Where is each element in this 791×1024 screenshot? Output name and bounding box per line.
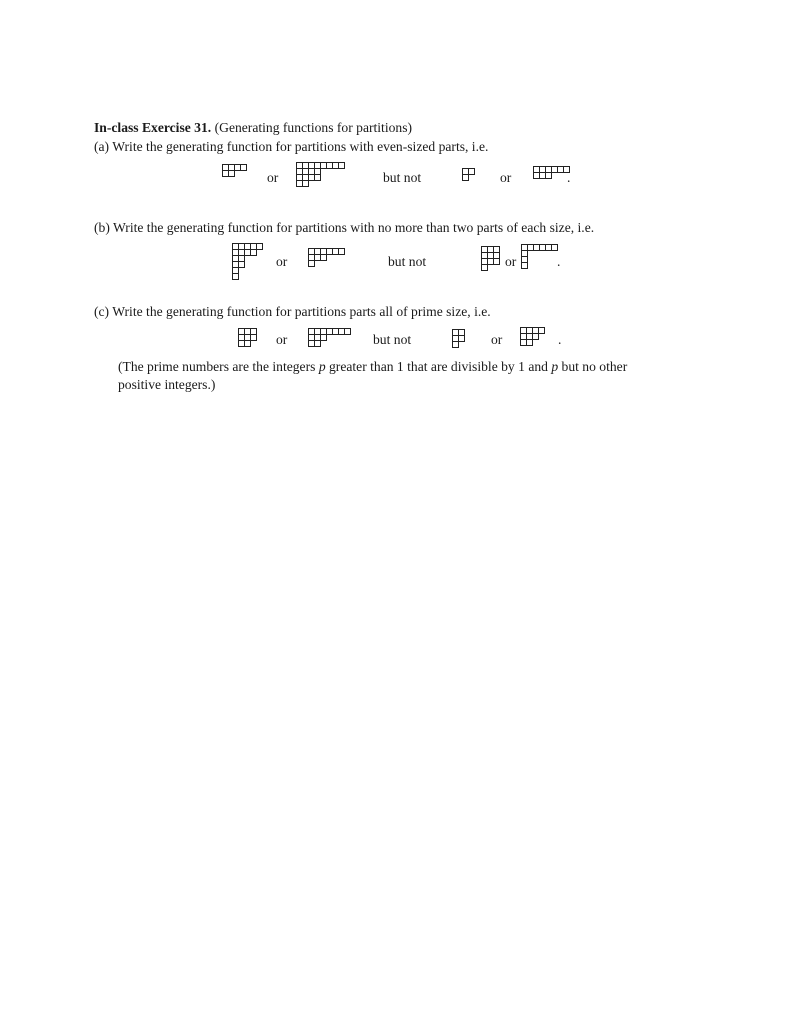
diagram-cell	[488, 259, 494, 265]
diagram-cell	[463, 175, 469, 181]
diagram-cell	[315, 329, 321, 335]
exercise-heading-line	[94, 120, 412, 136]
diagram-cell	[239, 244, 245, 250]
partition-diagram	[232, 243, 263, 280]
diagram-cell	[521, 334, 527, 340]
end-period: .	[558, 332, 562, 347]
diagram-cell	[546, 167, 552, 173]
exercise-subtitle: (Generating functions for partitions)	[214, 120, 413, 135]
partition-diagram	[533, 166, 570, 179]
diagram-cell	[233, 256, 239, 262]
connector-or: or	[276, 332, 288, 347]
diagram-cell	[229, 171, 235, 177]
diagram-cell	[297, 163, 303, 169]
partition-diagram	[222, 164, 247, 177]
diagram-cell	[534, 167, 540, 173]
diagram-cell	[522, 257, 528, 263]
diagram-cell	[521, 328, 527, 334]
diagram-cell	[239, 256, 245, 262]
partition-diagram	[308, 248, 345, 267]
diagram-cell	[245, 244, 251, 250]
end-period: .	[557, 254, 561, 269]
diagram-cell	[463, 169, 469, 175]
diagram-cell	[309, 341, 315, 347]
partition-diagram	[521, 244, 561, 269]
diagram-cell	[233, 262, 239, 268]
diagram-cell	[245, 341, 251, 347]
exercise-title: In-class Exercise 31.	[94, 120, 212, 135]
diagram-cell	[522, 245, 528, 251]
diagram-cell	[339, 163, 345, 169]
diagram-cell	[251, 335, 257, 341]
diagram-cell	[494, 247, 500, 253]
connector-but-not: but not	[388, 254, 427, 269]
prime-note-line-2: positive integers.)	[118, 377, 216, 392]
partition-diagram	[481, 246, 500, 271]
diagram-cell	[303, 175, 309, 181]
diagram-cell	[453, 336, 459, 342]
diagram-cell	[333, 329, 339, 335]
diagram-cell	[327, 329, 333, 335]
partition-diagram	[296, 162, 345, 187]
diagram-cell	[303, 163, 309, 169]
diagram-cell	[251, 329, 257, 335]
diagram-cell	[534, 173, 540, 179]
diagram-cell	[233, 250, 239, 256]
diagram-cell	[339, 249, 345, 255]
diagram-cell	[539, 328, 545, 334]
diagram-cell	[494, 253, 500, 259]
part-c-prompt: (c) Write the generating function for partitions parts all of prime size, i.e.	[94, 304, 491, 319]
diagram-cell	[223, 165, 229, 171]
diagram-cell	[482, 247, 488, 253]
diagram-cell	[297, 169, 303, 175]
diagram-cell	[321, 255, 327, 261]
part-a-prompt: (a) Write the generating function for partitions with even-sized parts, i.e.	[94, 139, 489, 154]
diagram-cell	[488, 247, 494, 253]
partition-diagram	[238, 328, 257, 347]
diagram-cell	[327, 249, 333, 255]
diagram-cell	[233, 274, 239, 280]
prime-note-line-1	[118, 359, 627, 375]
diagram-cell	[522, 263, 528, 269]
diagram-cell	[297, 181, 303, 187]
diagram-cell	[546, 245, 552, 251]
part-b-prompt: (b) Write the generating function for partitions with no more than two parts of each size, i.e.	[94, 220, 595, 235]
partition-diagram	[308, 328, 351, 347]
diagram-cell	[309, 163, 315, 169]
connector-or: or	[500, 170, 512, 185]
diagram-cell	[459, 330, 465, 336]
diagram-cell	[533, 334, 539, 340]
diagram-cell	[239, 341, 245, 347]
diagram-cell	[229, 165, 235, 171]
diagram-cell	[527, 340, 533, 346]
diagram-cell	[521, 340, 527, 346]
diagram-cell	[469, 169, 475, 175]
diagram-cell	[321, 163, 327, 169]
diagram-cell	[309, 249, 315, 255]
diagram-cell	[303, 181, 309, 187]
diagram-cell	[527, 334, 533, 340]
diagram-cell	[235, 165, 241, 171]
partition-diagram	[452, 329, 465, 348]
note-text: (The prime numbers are the integers	[118, 359, 319, 374]
diagram-cell	[245, 335, 251, 341]
connector-or: or	[276, 254, 288, 269]
diagram-cell	[546, 173, 552, 179]
diagram-cell	[309, 169, 315, 175]
diagram-cell	[297, 175, 303, 181]
diagram-cell	[528, 245, 534, 251]
connector-but-not: but not	[383, 170, 422, 185]
diagram-cell	[321, 329, 327, 335]
diagram-cell	[333, 249, 339, 255]
math-variable-p: p	[551, 359, 559, 374]
diagram-cell	[540, 167, 546, 173]
diagram-cell	[339, 329, 345, 335]
diagram-cell	[315, 169, 321, 175]
connector-or: or	[491, 332, 503, 347]
diagram-cell	[333, 163, 339, 169]
diagram-cell	[488, 253, 494, 259]
diagram-cell	[233, 268, 239, 274]
diagram-cell	[309, 255, 315, 261]
note-text: greater than 1 that are divisible by 1 and	[325, 359, 552, 374]
diagram-cell	[327, 163, 333, 169]
diagram-cell	[315, 335, 321, 341]
diagram-cell	[453, 342, 459, 348]
diagram-cell	[251, 244, 257, 250]
diagram-cell	[453, 330, 459, 336]
diagram-cell	[245, 329, 251, 335]
diagram-cell	[482, 265, 488, 271]
math-variable-p: p	[318, 359, 326, 374]
diagram-cell	[552, 167, 558, 173]
diagram-cell	[494, 259, 500, 265]
diagram-cell	[309, 175, 315, 181]
diagram-cell	[315, 163, 321, 169]
diagram-cell	[315, 249, 321, 255]
connector-but-not: but not	[373, 332, 412, 347]
diagram-cell	[251, 250, 257, 256]
diagram-cell	[522, 251, 528, 257]
diagram-cell	[315, 341, 321, 347]
diagram-cell	[257, 244, 263, 250]
diagram-cell	[309, 335, 315, 341]
diagram-cell	[241, 165, 247, 171]
connector-or: or	[267, 170, 279, 185]
partition-diagram	[462, 168, 475, 181]
diagram-cell	[245, 250, 251, 256]
diagram-cell	[345, 329, 351, 335]
partition-diagram	[520, 327, 545, 346]
diagram-cell	[540, 173, 546, 179]
diagram-cell	[482, 253, 488, 259]
diagram-cell	[482, 259, 488, 265]
diagram-cell	[303, 169, 309, 175]
diagram-cell	[239, 329, 245, 335]
diagram-cell	[233, 244, 239, 250]
diagram-cell	[533, 328, 539, 334]
diagram-cell	[459, 336, 465, 342]
connector-or: or	[505, 254, 517, 269]
diagram-cell	[239, 262, 245, 268]
diagram-cell	[239, 335, 245, 341]
diagram-cell	[321, 249, 327, 255]
diagram-cell	[309, 261, 315, 267]
diagram-cell	[223, 171, 229, 177]
diagram-cell	[239, 250, 245, 256]
diagram-cell	[534, 245, 540, 251]
diagram-cell	[552, 245, 558, 251]
note-text: but no other	[558, 359, 628, 374]
diagram-cell	[309, 329, 315, 335]
diagram-cell	[540, 245, 546, 251]
end-period: .	[567, 170, 571, 185]
diagram-cell	[321, 335, 327, 341]
diagram-cell	[315, 255, 321, 261]
diagram-cell	[315, 175, 321, 181]
diagram-cell	[558, 167, 564, 173]
diagram-cell	[527, 328, 533, 334]
